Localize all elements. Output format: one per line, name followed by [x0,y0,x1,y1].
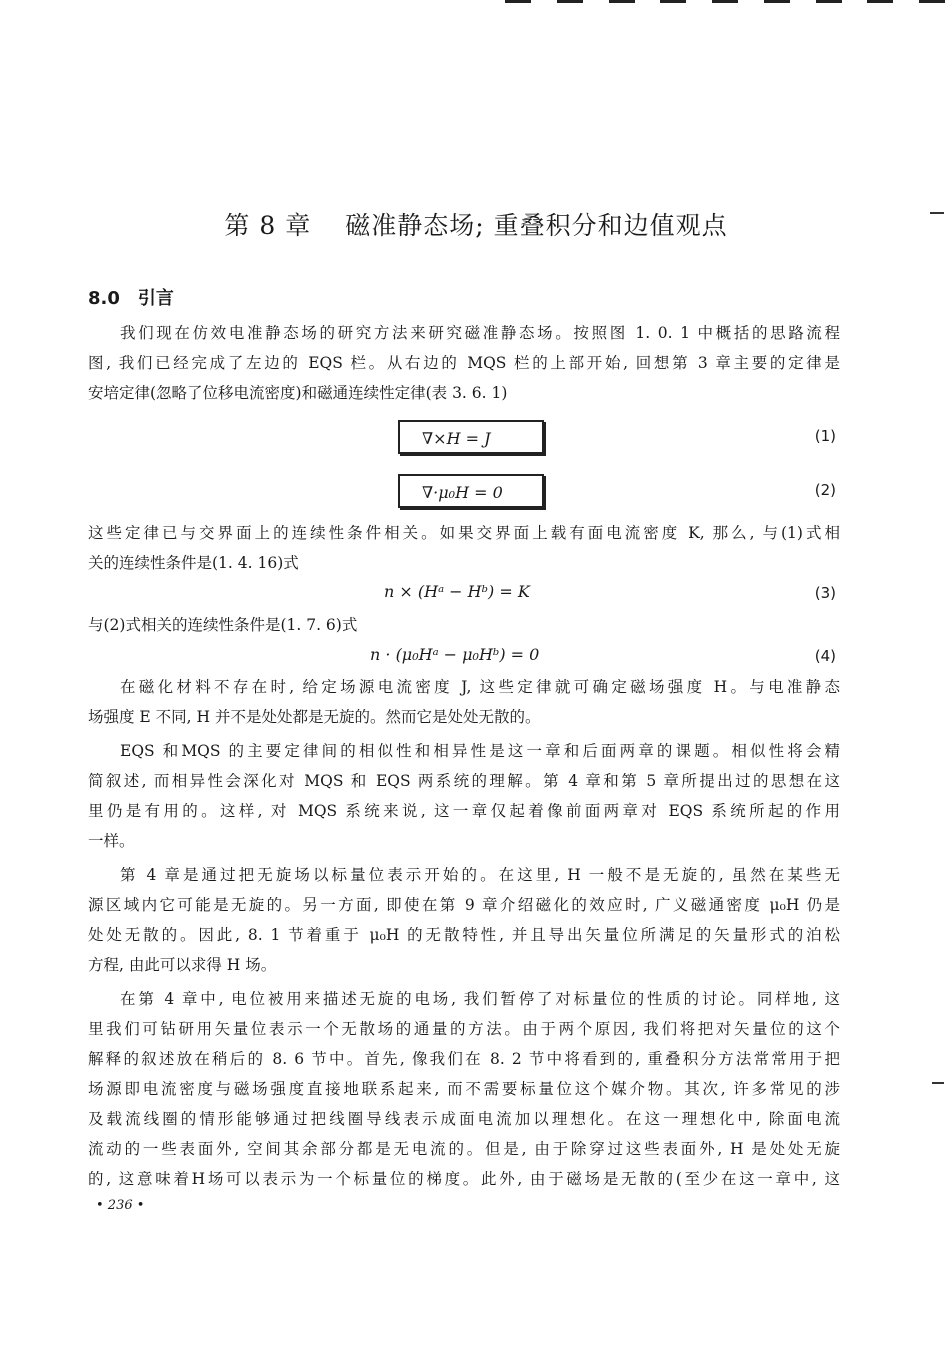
equation: n × (Hᵃ − Hᵇ) = K [384,582,530,601]
section-title: 引言 [137,288,174,309]
paragraph-line: 关的连续性条件是(1. 4. 16)式 [88,554,299,572]
paragraph-line: 处处无散的。因此, 8. 1 节着重于 μ₀H 的无散特性, 并且导出矢量位所满足的矢量形式的泊松 [88,926,840,944]
paragraph-line: 安培定律(忽略了位移电流密度)和磁通连续性定律(表 3. 6. 1) [88,384,508,402]
paragraph-line: 及载流线圈的情形能够通过把线圈导线表示成面电流加以理想化。在这一理想化中, 除面电流 [88,1110,840,1128]
paragraph-line: 源区域内它可能是无旋的。另一方面, 即使在第 9 章介绍磁化的效应时, 广义磁通密度 μ₀H 仍是 [88,896,840,914]
paragraph-line: 一样。 [88,832,135,850]
paragraph-line: 方程, 由此可以求得 H 场。 [88,956,277,974]
equation-number: (1) [814,427,836,445]
paragraph-line: 与(2)式相关的连续性条件是(1. 7. 6)式 [88,616,358,634]
section-number: 8.0 [88,288,120,309]
chapter-title-text: 磁准静态场; 重叠积分和边值观点 [345,211,728,240]
equation-number: (2) [814,481,836,499]
paragraph-line: 场强度 E 不同, H 并不是处处都是无旋的。然而它是处处无散的。 [88,708,541,726]
equation: n · (μ₀Hᵃ − μ₀Hᵇ) = 0 [370,645,540,664]
page-number: • 236 • [96,1198,145,1213]
paragraph-line: 这些定律已与交界面上的连续性条件相关。如果交界面上载有面电流密度 K, 那么, 与(1)式相 [88,524,840,542]
paragraph-line: 简叙述, 而相异性会深化对 MQS 和 EQS 两系统的理解。第 4 章和第 5 章所提出过的思想在这 [88,772,840,790]
header-rule [505,0,945,6]
paragraph-line: 解释的叙述放在稍后的 8. 6 节中。首先, 像我们在 8. 2 节中将看到的, 重叠积分方法常常用于把 [88,1050,840,1068]
paragraph-line: 在第 4 章中, 电位被用来描述无旋的电场, 我们暂停了对标量位的性质的讨论。同样地, 这 [120,990,840,1008]
paragraph-line: EQS 和MQS 的主要定律间的相似性和相异性是这一章和后面两章的课题。相似性将会精 [120,742,840,760]
paragraph-line: 图, 我们已经完成了左边的 EQS 栏。从右边的 MQS 栏的上部开始, 回想第 3 章主要的定律是 [88,354,840,372]
section-heading [88,284,174,310]
equation-number: (4) [814,647,836,665]
paragraph-line: 里我们可钻研用矢量位表示一个无散场的通量的方法。由于两个原因, 我们将把对矢量位的这个 [88,1020,840,1038]
equation-number: (3) [814,584,836,602]
margin-mark [932,1082,944,1084]
equation-box: ∇·μ₀H = 0 [398,474,544,508]
paragraph-line: 我们现在仿效电准静态场的研究方法来研究磁准静态场。按照图 1. 0. 1 中概括的思路流程 [120,324,840,342]
paragraph-line: 的, 这意味着H场可以表示为一个标量位的梯度。此外, 由于磁场是无散的(至少在这一章中, 这 [88,1170,840,1188]
paragraph-line: 第 4 章是通过把无旋场以标量位表示开始的。在这里, H 一般不是无旋的, 虽然在某些无 [120,866,840,884]
chapter-title [0,206,952,242]
chapter-number: 第 8 章 [224,211,312,240]
equation-box: ∇×H = J [398,420,544,454]
paragraph-line: 场源即电流密度与磁场强度直接地联系起来, 而不需要标量位这个媒介物。其次, 许多常见的涉 [88,1080,840,1098]
paragraph-line: 里仍是有用的。这样, 对 MQS 系统来说, 这一章仅起着像前面两章对 EQS 系统所起的作用 [88,802,840,820]
paragraph-line: 流动的一些表面外, 空间其余部分都是无电流的。但是, 由于除穿过这些表面外, H 是处处无旋 [88,1140,840,1158]
paragraph-line: 在磁化材料不存在时, 给定场源电流密度 J, 这些定律就可确定磁场强度 H。与电准静态 [120,678,840,696]
